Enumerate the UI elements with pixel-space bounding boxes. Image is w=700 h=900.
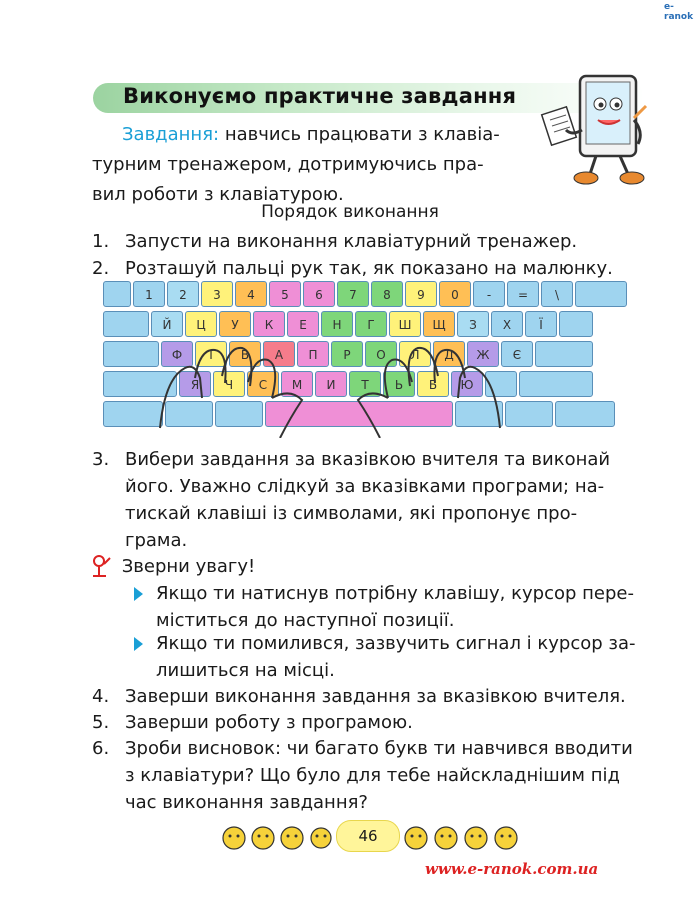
keyboard-key: С — [247, 371, 279, 397]
step-3 — [92, 446, 648, 554]
keyboard-key: Г — [355, 311, 387, 337]
step-text: Вибери завдання за вказівкою вчителя та виконай — [125, 449, 611, 470]
step-4 — [92, 683, 648, 710]
step-text: час виконання завдання? — [125, 792, 368, 813]
keyboard-key: Щ — [423, 311, 455, 337]
keyboard-key: 8 — [371, 281, 403, 307]
keyboard-key: - — [473, 281, 505, 307]
step-text: Розташуй пальці рук так, як показано на малюнку. — [125, 258, 613, 279]
keyboard-key — [535, 341, 593, 367]
keyboard-key — [103, 371, 177, 397]
keyboard-key — [165, 401, 213, 427]
keyboard-key: К — [253, 311, 285, 337]
task-paragraph — [92, 120, 522, 210]
keyboard-key: Т — [349, 371, 381, 397]
keyboard-key: І — [195, 341, 227, 367]
keyboard-key: = — [507, 281, 539, 307]
keyboard-key: Р — [331, 341, 363, 367]
step-5 — [92, 709, 648, 736]
task-label: Завдання: — [122, 124, 220, 145]
keyboard-key: Ї — [525, 311, 557, 337]
keyboard-key: У — [219, 311, 251, 337]
keyboard-key: Ю — [451, 371, 483, 397]
task-text-line: вил роботи з клавіатурою. — [92, 184, 344, 205]
keyboard-key: Х — [491, 311, 523, 337]
keyboard-key: Е — [287, 311, 319, 337]
keyboard-key: 9 — [405, 281, 437, 307]
keyboard-key: А — [263, 341, 295, 367]
step-1 — [92, 228, 648, 255]
bullet-text: Якщо ти помилився, зазвучить сигнал і курсор за- — [156, 633, 636, 654]
step-text: Заверши виконання завдання за вказівкою вчителя. — [125, 686, 626, 707]
keyboard-key: П — [297, 341, 329, 367]
step-6 — [92, 735, 648, 816]
attention-note — [88, 554, 255, 580]
keyboard-row-home — [103, 341, 643, 369]
step-text: з клавіатури? Що було для тебе найскладнішим під — [125, 765, 620, 786]
keyboard-illustration — [103, 281, 643, 431]
step-number: 4. — [92, 686, 110, 707]
keyboard-key: 3 — [201, 281, 233, 307]
keyboard-key: 0 — [439, 281, 471, 307]
section-title: Виконуємо практичне завдання — [123, 84, 517, 108]
keyboard-key — [575, 281, 627, 307]
keyboard-key: Й — [151, 311, 183, 337]
keyboard-key — [555, 401, 615, 427]
keyboard-key — [455, 401, 503, 427]
bullet-arrow-icon — [134, 637, 143, 651]
keyboard-row-bottom — [103, 371, 643, 399]
step-number: 1. — [92, 231, 110, 252]
step-number: 5. — [92, 712, 110, 733]
keyboard-key: Л — [399, 341, 431, 367]
footer-mascots-right-icon — [402, 818, 520, 854]
keyboard-key: Ц — [185, 311, 217, 337]
keyboard-key — [265, 401, 453, 427]
keyboard-key: Ч — [213, 371, 245, 397]
step-text: його. Уважно слідкуй за вказівками програми; на- — [125, 476, 605, 497]
procedure-heading: Порядок виконання — [261, 202, 439, 222]
attention-title: Зверни увагу! — [121, 556, 256, 577]
bullet-text: лишиться на місці. — [156, 660, 335, 681]
keyboard-key: 6 — [303, 281, 335, 307]
tablet-mascot-icon — [536, 70, 656, 195]
keyboard-key: О — [365, 341, 397, 367]
keyboard-key: Ф — [161, 341, 193, 367]
keyboard-key: 7 — [337, 281, 369, 307]
keyboard-key: 1 — [133, 281, 165, 307]
keyboard-key — [103, 281, 131, 307]
keyboard-key: 4 — [235, 281, 267, 307]
step-2 — [92, 255, 648, 282]
keyboard-row-top — [103, 311, 643, 339]
attention-bullet — [134, 630, 644, 684]
publisher-url[interactable]: www.e-ranok.com.ua — [425, 860, 599, 878]
step-number: 3. — [92, 449, 110, 470]
page-number: 46 — [336, 820, 400, 852]
keyboard-key — [215, 401, 263, 427]
keyboard-row-space — [103, 401, 643, 429]
step-number: 6. — [92, 738, 110, 759]
step-text: тискай клавіші із символами, які пропонує про- — [125, 503, 578, 524]
attention-pin-icon — [88, 554, 116, 580]
keyboard-key: 5 — [269, 281, 301, 307]
keyboard-key: Б — [417, 371, 449, 397]
attention-bullet — [134, 580, 644, 634]
keyboard-key: Я — [179, 371, 211, 397]
keyboard-key — [505, 401, 553, 427]
keyboard-key: Н — [321, 311, 353, 337]
step-text: Зроби висновок: чи багато букв ти навчився вводити — [125, 738, 633, 759]
step-text: Запусти на виконання клавіатурний тренажер. — [125, 231, 578, 252]
task-text-line: навчись працювати з клавіа- — [224, 124, 500, 145]
keyboard-key: З — [457, 311, 489, 337]
publisher-logo: e-ranok — [664, 2, 694, 22]
keyboard-key: Ж — [467, 341, 499, 367]
task-text-line: турним тренажером, дотримуючись пра- — [92, 154, 484, 175]
bullet-arrow-icon — [134, 587, 143, 601]
keyboard-key — [103, 401, 163, 427]
bullet-text: міститься до наступної позиції. — [156, 610, 455, 631]
step-text: Заверши роботу з програмою. — [125, 712, 413, 733]
keyboard-key: Ш — [389, 311, 421, 337]
footer-mascots-left-icon — [218, 818, 333, 854]
keyboard-key: М — [281, 371, 313, 397]
keyboard-key — [485, 371, 517, 397]
keyboard-row-numbers — [103, 281, 643, 309]
keyboard-key — [103, 341, 159, 367]
keyboard-key: Д — [433, 341, 465, 367]
keyboard-key: Ь — [383, 371, 415, 397]
step-number: 2. — [92, 258, 110, 279]
keyboard-key: Є — [501, 341, 533, 367]
keyboard-key: И — [315, 371, 347, 397]
keyboard-key: В — [229, 341, 261, 367]
keyboard-key — [103, 311, 149, 337]
keyboard-key: 2 — [167, 281, 199, 307]
keyboard-key — [519, 371, 593, 397]
step-text: грама. — [125, 530, 188, 551]
keyboard-key — [559, 311, 593, 337]
keyboard-key: \ — [541, 281, 573, 307]
bullet-text: Якщо ти натиснув потрібну клавішу, курсор пере- — [156, 583, 634, 604]
